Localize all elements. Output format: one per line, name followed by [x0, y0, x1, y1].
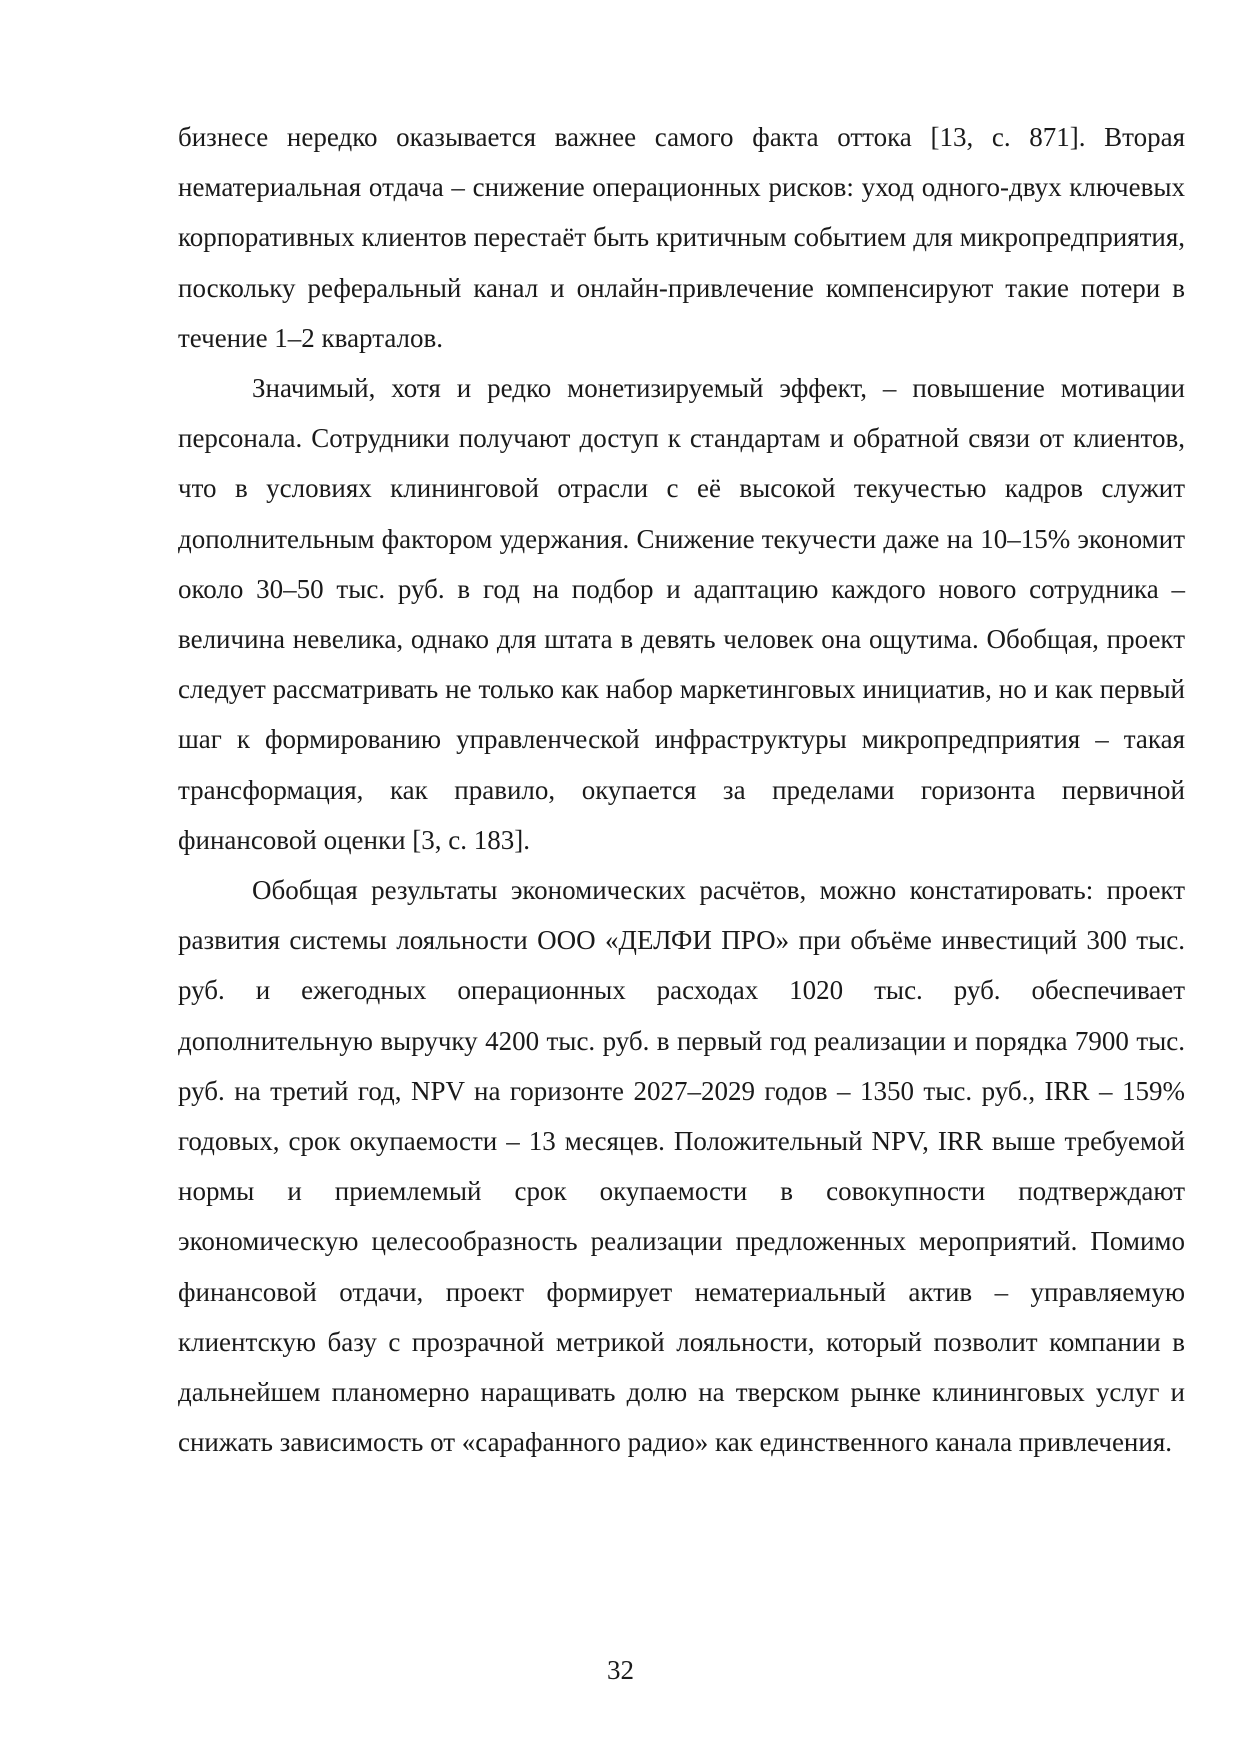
page-number: 32 [607, 1655, 634, 1685]
document-body [178, 112, 1185, 1467]
paragraph-2: Значимый, хотя и редко монетизируемый эффект, – повышение мотивации персонала. Сотрудники получают доступ к стандартам и обратной связи от клиентов, что в условиях клининговой отрасли с её высокой текучестью кадров служит дополнительным фактором удержания. Снижение текучести даже на 10–15% экономит около 30–50 тыс. руб. в год на подбор и адаптацию каждого нового сотрудника – величина невелика, однако для штата в девять человек она ощутима. Обобщая, проект следует рассматривать не только как набор маркетинговых инициатив, но и как первый шаг к формированию управленческой инфраструктуры микропредприятия – такая трансформация, как правило, окупается за пределами горизонта первичной финансовой оценки [3, с. 183]. [178, 373, 1185, 855]
paragraph-1: бизнесе нередко оказывается важнее самого факта оттока [13, с. 871]. Вторая нематериальная отдача – снижение операционных рисков: уход одного-двух ключевых корпоративных клиентов перестаёт быть критичным событием для микропредприятия, поскольку реферальный канал и онлайн-привлечение компенсируют такие потери в течение 1–2 кварталов. [178, 122, 1185, 353]
paragraph-3: Обобщая результаты экономических расчётов, можно констатировать: проект развития системы лояльности ООО «ДЕЛФИ ПРО» при объёме инвестиций 300 тыс. руб. и ежегодных операционных расходах 1020 тыс. руб. обеспечивает дополнительную выручку 4200 тыс. руб. в первый год реализации и порядка 7900 тыс. руб. на третий год, NPV на горизонте 2027–2029 годов – 1350 тыс. руб., IRR – 159% годовых, срок окупаемости – 13 месяцев. Положительный NPV, IRR выше требуемой нормы и приемлемый срок окупаемости в совокупности подтверждают экономическую целесообразность реализации предложенных мероприятий. Помимо финансовой отдачи, проект формирует нематериальный актив – управляемую клиентскую базу с прозрачной метрикой лояльности, который позволит компании в дальнейшем планомерно наращивать долю на тверском рынке клининговых услуг и снижать зависимость от «сарафанного радио» как единственного канала привлечения. [178, 875, 1185, 1458]
